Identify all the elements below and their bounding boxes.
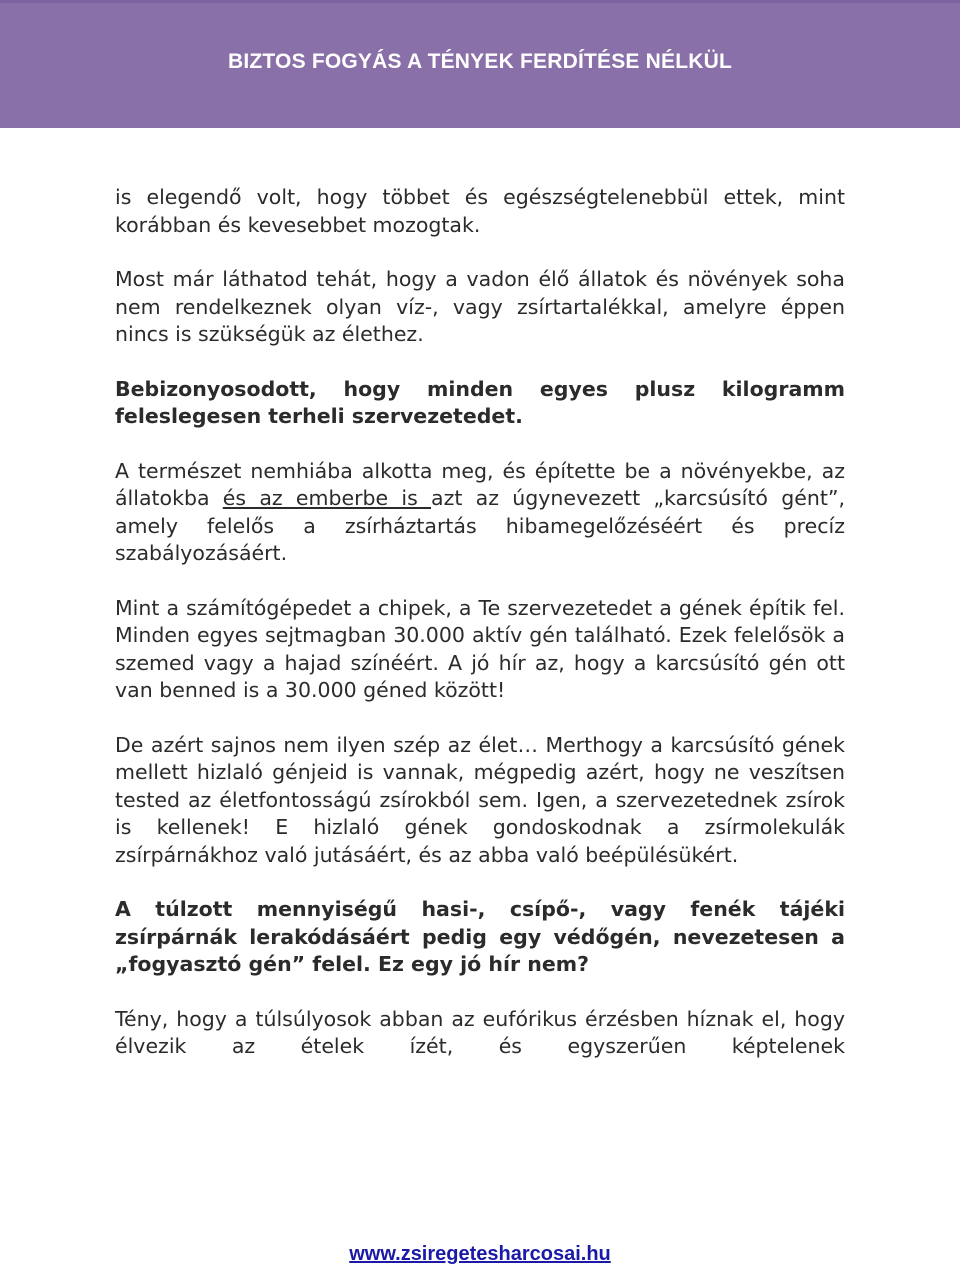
paragraph-8: Tény, hogy a túlsúlyosok abban az eufórikus érzésben híznak el, hogy élvezik az ételek ízét, és egyszerűen képtelenek: [115, 1006, 845, 1058]
paragraph-7-bold: A túlzott mennyiségű hasi-, csípő-, vagy fenék tájéki zsírpárnák lerakódásáért pedig egy védőgén, nevezetesen a „fogyasztó gén” felel. Ez egy jó hír nem?: [115, 897, 845, 976]
paragraph-4-text-end: azt az úgynevezett „karcsúsító gént”, amely felelős a zsírháztartás hibamegelőzéséért és precíz szabályozásáért.: [115, 486, 845, 565]
document-body: [115, 184, 845, 1088]
footer-website-link[interactable]: www.zsiregetesharcosai.hu: [349, 1243, 611, 1265]
paragraph-1: is elegendő volt, hogy többet és egészségtelenebbül ettek, mint korábban és kevesebbet mozogtak.: [115, 185, 845, 237]
paragraph-4-underlined: és az emberbe is: [222, 486, 432, 510]
paragraph-5: Mint a számítógépedet a chipek, a Te szervezetedet a gének építik fel. Minden egyes sejtmagban 30.000 aktív gén található. Ezek felelősök a szemed vagy a hajad színéért. A jó hír az, hogy a karcsúsító gén ott van benned is a 30.000 géned között!: [115, 595, 845, 702]
paragraph-4-text-start: A természet nemhiába alkotta meg, és építette be a növényekbe, az állatokba: [115, 458, 845, 510]
paragraph-3-bold: Bebizonyosodott, hogy minden egyes plusz kilogramm feleslegesen terheli szervezetedet.: [115, 376, 845, 428]
page-header-title: BIZTOS FOGYÁS A TÉNYEK FERDÍTÉSE NÉLKÜL: [227, 50, 733, 73]
paragraph-6: De azért sajnos nem ilyen szép az élet… Merthogy a karcsúsító gének mellett hizlaló génjeid is vannak, mégpedig azért, hogy ne veszítsen tested az életfontosságú zsírokból sem. Igen, a szervezetednek zsírok is kellenek! E hizlaló gének gondoskodnak a zsírmolekulák zsírpárnákhoz való jutásáért, és az abba való beépülésükért.: [115, 732, 845, 867]
paragraph-4: [115, 458, 845, 568]
paragraph-2: Most már láthatod tehát, hogy a vadon élő állatok és növények soha nem rendelkeznek olyan víz-, vagy zsírtartalékkal, amelyre éppen nincs is szükségük az élethez.: [115, 267, 845, 346]
